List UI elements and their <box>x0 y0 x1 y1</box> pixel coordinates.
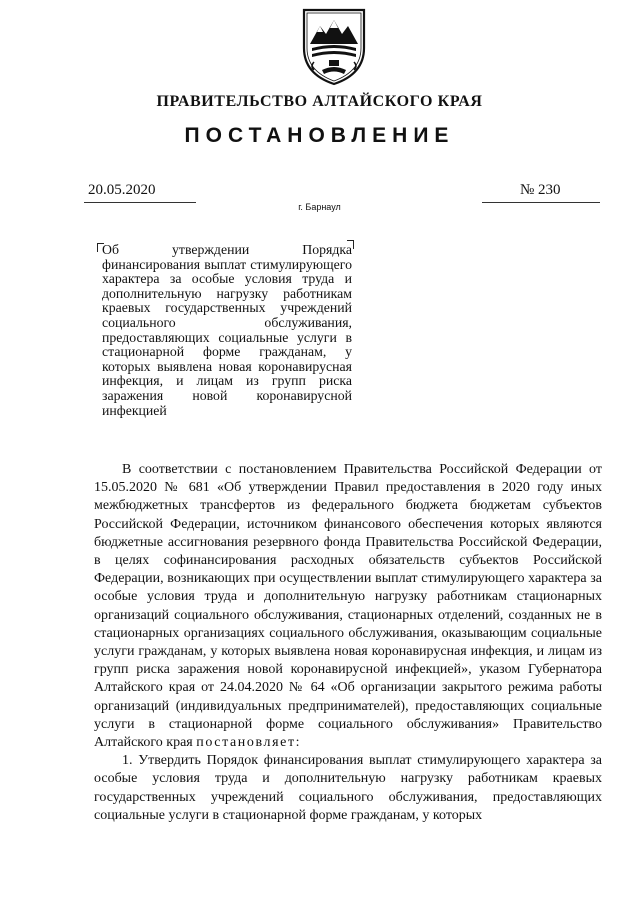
preamble-text: В соответствии с постановлением Правительства Российской Федерации от 15.05.2020 № 681 «Об утверждении Правил предоставления в 2020 году иных межбюджетных трансфертов из федерального бюджета бюджетам субъектов Российской Федерации, источником финансового обеспечения которых являются бюджетные ассигнования резервного фонда Правительства Российской Федерации, в целях софинансирования расходных обязательств субъектов Российской Федерации, возникающих при осуществлении выплат стимулирующего характера за особые условия труда и дополнительную нагрузку работникам стационарных организаций социального обслуживания, стационарных отделений, созданных не в стационарных организациях социального обслуживания, оказывающим социальные услуги гражданам, у которых выявлена новая коронавирусная инфекция, и лицам из групп риска заражения новой коронавирусной инфекцией», указом Губернатора Алтайского края от 24.04.2020 № 64 «Об организации закрытого режима работы организаций (индивидуальных предпринимателей), предоставляющих социальные услуги в стационарной форме социального обслуживания» Правительство Алтайского края <box>94 462 602 751</box>
document-number: № 230 <box>520 182 561 198</box>
preamble-paragraph <box>94 461 602 752</box>
document-subject: Об утверждении Порядка финансирования выплат стимулирующего характера за особые условия труда и дополнительную нагрузку работникам краевых государственных учреждений социального обслуживания, предоставляющих социальные услуги в стационарной форме гражданам, у которых выявлена новая коронавирусная инфекция, и лицам из групп риска заражения новой коронавирусной инфекцией <box>102 242 352 418</box>
document-city: г. Барнаул <box>298 202 341 212</box>
document-type: ПОСТАНОВЛЕНИЕ <box>184 124 455 147</box>
document-date: 20.05.2020 <box>88 182 156 198</box>
government-title: ПРАВИТЕЛЬСТВО АЛТАЙСКОГО КРАЯ <box>156 93 483 110</box>
item-1-paragraph: 1. Утвердить Порядок финансирования выплат стимулирующего характера за особые условия труда и дополнительную нагрузку работникам краевых государственных учреждений социального обслуживания, предоставляющих социальные услуги в стационарной форме гражданам, у которых <box>94 753 602 823</box>
coat-of-arms-icon <box>296 4 372 86</box>
document-body <box>94 461 602 825</box>
decree-word: постановляет: <box>196 735 302 751</box>
